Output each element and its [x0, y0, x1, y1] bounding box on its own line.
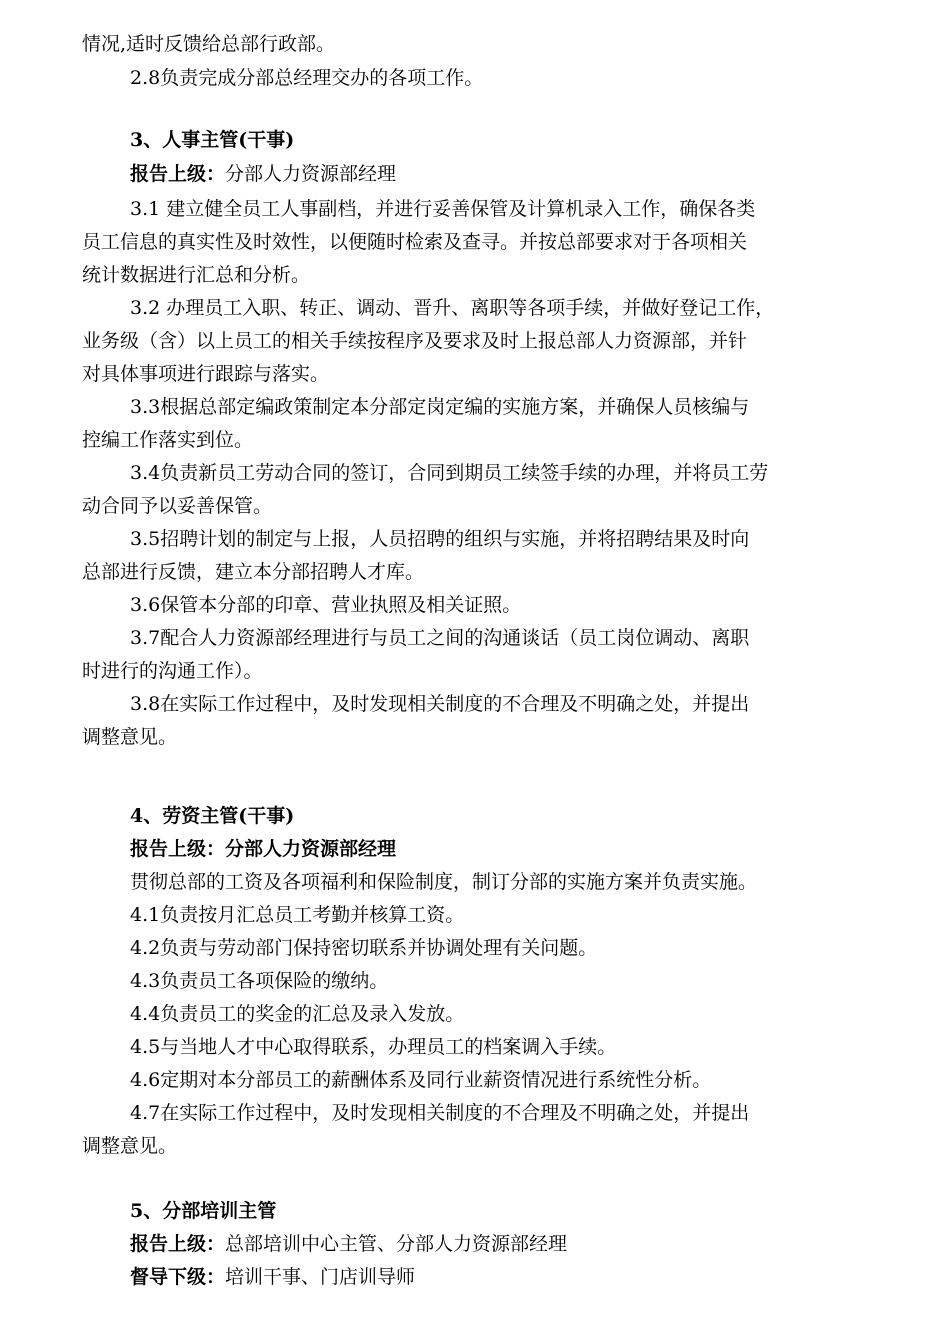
- item-4-2: 4.2负责与劳动部门保持密切联系并协调处理有关问题。: [130, 937, 598, 959]
- item-3-1-line1: 3.1 建立健全员工人事副档，并进行妥善保管及计算机录入工作，确保各类: [130, 198, 756, 220]
- item-3-7-line1: 3.7配合人力资源部经理进行与员工之间的沟通谈话（员工岗位调动、离职: [130, 627, 750, 649]
- section-4-report-to: 报告上级：分部人力资源部经理: [130, 838, 397, 860]
- item-4-5: 4.5与当地人才中心取得联系，办理员工的档案调入手续。: [130, 1036, 617, 1058]
- item-3-4-line1: 3.4负责新员工劳动合同的签订，合同到期员工续签手续的办理，并将员工劳: [130, 462, 769, 484]
- item-4-1: 4.1负责按月汇总员工考勤并核算工资。: [130, 904, 465, 926]
- item-4-3: 4.3负责员工各项保险的缴纳。: [130, 970, 389, 992]
- item-3-5-line2: 总部进行反馈，建立本分部招聘人才库。: [82, 561, 425, 583]
- section-3-title: 3、人事主管(干事): [130, 129, 295, 151]
- report-label: 报告上级：: [130, 163, 226, 185]
- report-label: 报告上级：: [130, 1233, 226, 1255]
- item-3-2-line2: 业务级（含）以上员工的相关手续按程序及要求及时上报总部人力资源部，并针: [82, 330, 748, 352]
- section-3-report-to: [130, 162, 396, 186]
- supervise-value: 培训干事、门店训导师: [225, 1266, 416, 1288]
- report-value: 分部人力资源部经理: [225, 163, 397, 185]
- item-4-7-line2: 调整意见。: [82, 1135, 178, 1157]
- section-4-title: 4、劳资主管(干事): [130, 805, 295, 827]
- item-4-4: 4.4负责员工的奖金的汇总及录入发放。: [130, 1003, 465, 1025]
- item-3-2-line1: 3.2 办理员工入职、转正、调动、晋升、离职等各项手续，并做好登记工作，: [130, 297, 775, 319]
- item-3-5-line1: 3.5招聘计划的制定与上报，人员招聘的组织与实施，并将招聘结果及时向: [130, 528, 750, 550]
- item-3-3-line1: 3.3根据总部定编政策制定本分部定岗定编的实施方案，并确保人员核编与: [130, 396, 750, 418]
- item-3-4-line2: 动合同予以妥善保管。: [82, 495, 273, 517]
- section-5-title: 5、分部培训主管: [130, 1200, 277, 1222]
- item-3-2-line3: 对具体事项进行跟踪与落实。: [82, 363, 330, 385]
- section-5-report-to: [130, 1232, 567, 1256]
- supervise-label: 督导下级：: [130, 1266, 226, 1288]
- item-3-1-line2: 员工信息的真实性及时效性，以便随时检索及查寻。并按总部要求对于各项相关: [82, 231, 748, 253]
- section-5-supervises: [130, 1265, 415, 1289]
- item-3-6: 3.6保管本分部的印章、营业执照及相关证照。: [130, 594, 522, 616]
- item-4-7-line1: 4.7在实际工作过程中，及时发现相关制度的不合理及不明确之处，并提出: [130, 1102, 750, 1124]
- item-2-8: 2.8负责完成分部总经理交办的各项工作。: [130, 67, 484, 89]
- text-line: 情况,适时反馈给总部行政部。: [82, 33, 336, 55]
- item-4-6: 4.6定期对本分部员工的薪酬体系及同行业薪资情况进行系统性分析。: [130, 1069, 712, 1091]
- report-value: 总部培训中心主管、分部人力资源部经理: [225, 1233, 568, 1255]
- item-3-8-line2: 调整意见。: [82, 726, 178, 748]
- item-3-8-line1: 3.8在实际工作过程中，及时发现相关制度的不合理及不明确之处，并提出: [130, 693, 750, 715]
- section-4-intro: 贯彻总部的工资及各项福利和保险制度，制订分部的实施方案并负责实施。: [130, 871, 758, 893]
- item-3-7-line2: 时进行的沟通工作）。: [82, 660, 263, 682]
- item-3-1-line3: 统计数据进行汇总和分析。: [82, 264, 311, 286]
- item-3-3-line2: 控编工作落实到位。: [82, 429, 254, 451]
